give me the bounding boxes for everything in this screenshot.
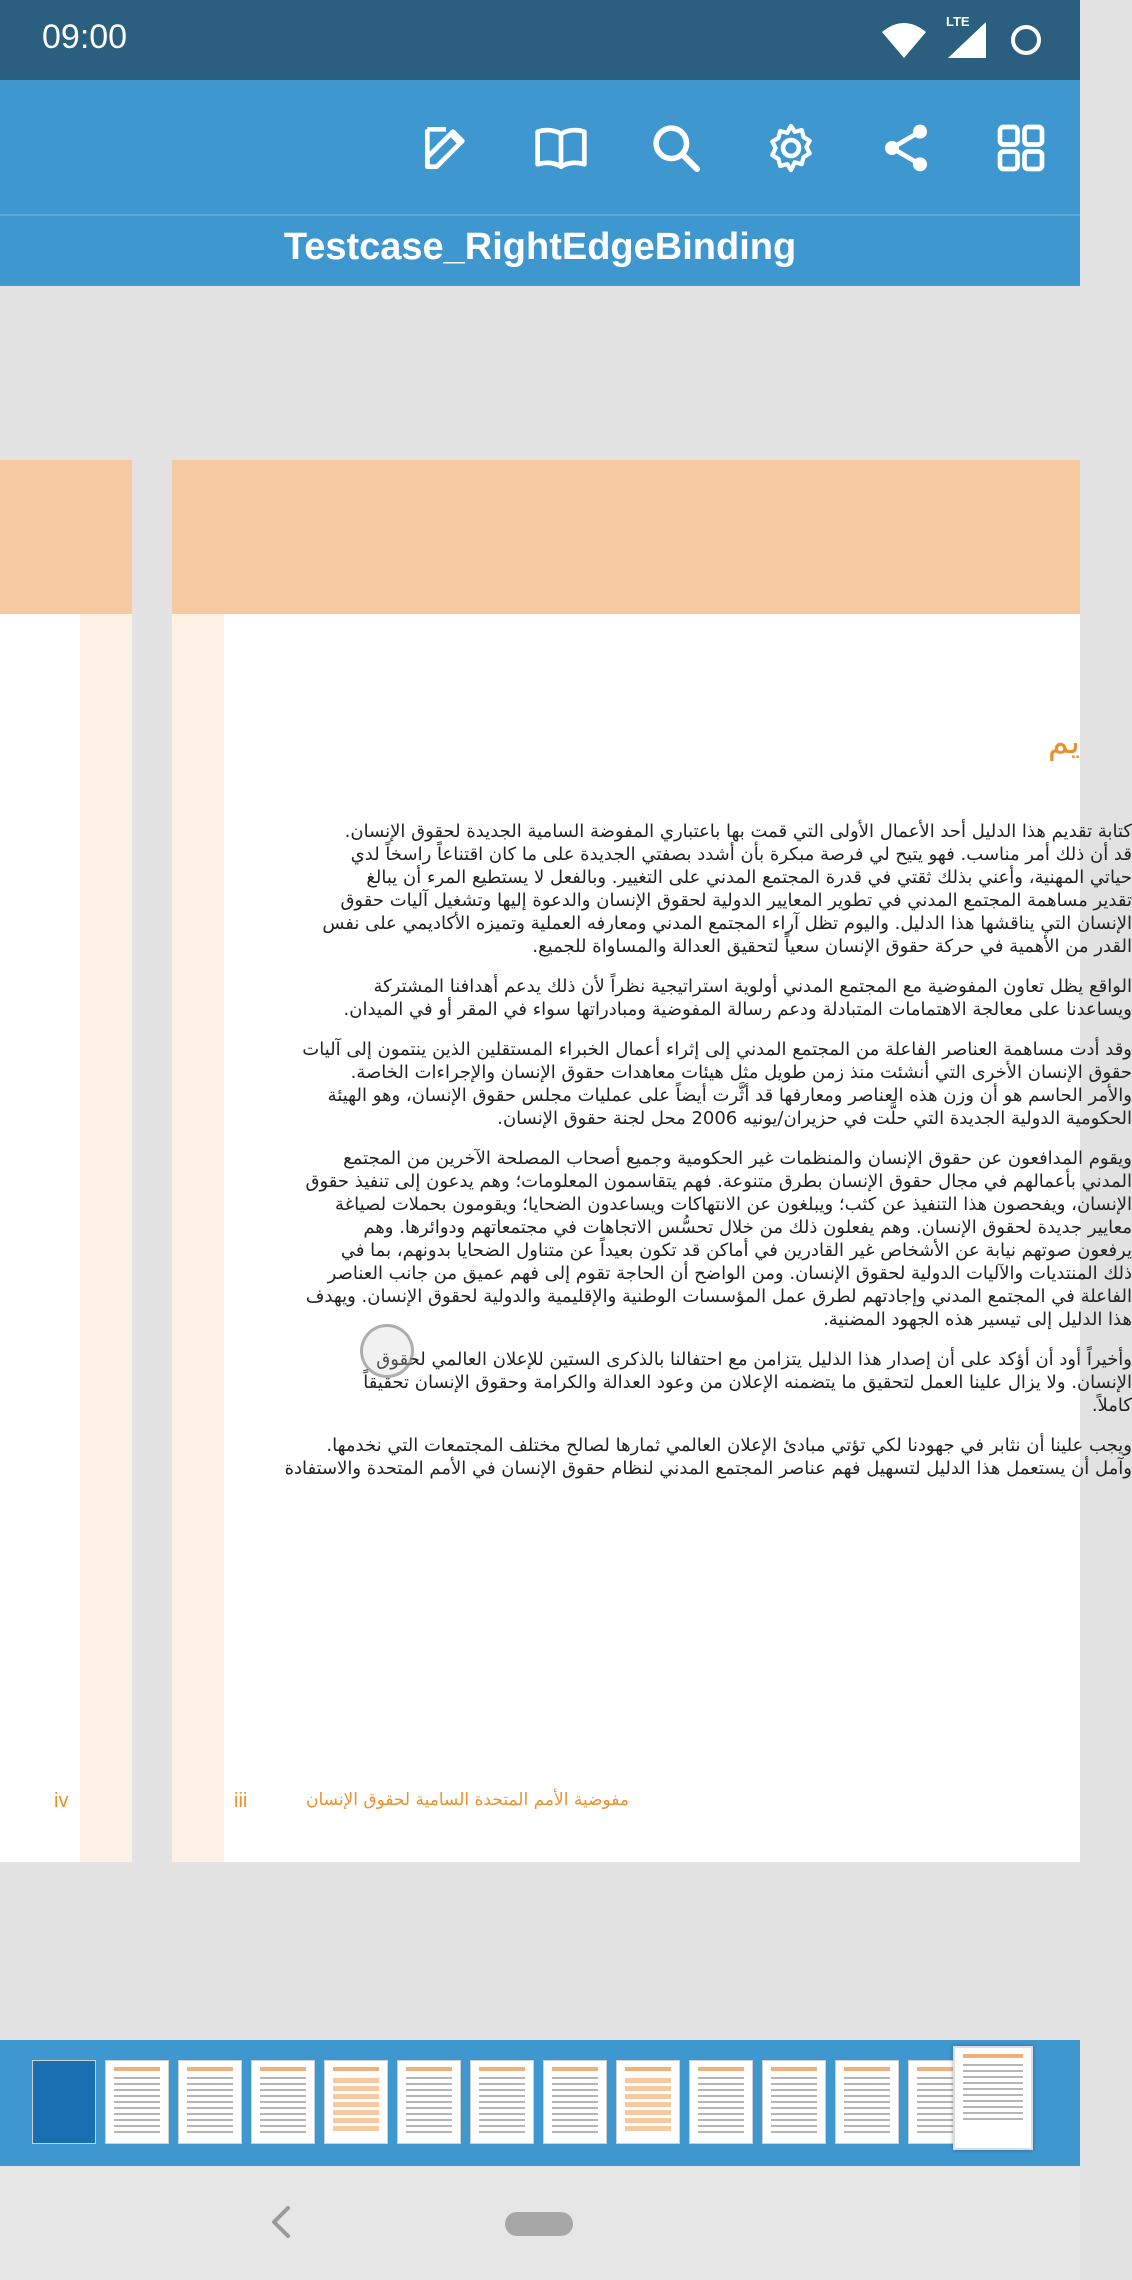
- body-line: ذلك المنتديات والآليات الدولية لحقوق الإنسان. ومن الواضح أن الحاجة تقوم إلى فهم عميق من جانب العناصر: [327, 1263, 1132, 1284]
- left-page-number: iv: [54, 1790, 69, 1812]
- body-line: تقدير مساهمة المجتمع المدني في تطوير المعايير الدولية لحقوق الإنسان والدعوة إليها وتشغيل آليات حقوق: [340, 890, 1132, 911]
- body-line: القدر من الأهمية في حركة حقوق الإنسان سعياً لتحقيق العدالة والمساواة للجميع.: [532, 936, 1132, 957]
- left-page[interactable]: [0, 460, 132, 1862]
- page-thumbnail[interactable]: [397, 2060, 461, 2144]
- page-thumbnail[interactable]: [251, 2060, 315, 2144]
- page-thumbnail-strip[interactable]: [0, 2040, 1080, 2166]
- page-thumbnail[interactable]: [105, 2060, 169, 2144]
- document-viewer[interactable]: [0, 286, 1132, 2040]
- status-bar: [0, 0, 1080, 80]
- body-paragraph: [302, 1147, 1132, 1331]
- page-thumbnail[interactable]: [32, 2060, 96, 2144]
- page-thumbnail[interactable]: [689, 2060, 753, 2144]
- body-paragraph: [302, 1038, 1132, 1130]
- body-line: معايير جديدة لحقوق الإنسان. وهم يفعلون ذلك من خلال تحسُّس الاتجاهات في مجتمعاتهم ودوائرها. وهم: [363, 1217, 1132, 1238]
- page-thumbnail[interactable]: [470, 2060, 534, 2144]
- settings-icon: [763, 120, 819, 176]
- body-line: الحكومية الدولية الجديدة التي حلَّت في حزيران/يونيه 2006 محل لجنة حقوق الإنسان.: [497, 1108, 1132, 1129]
- system-navigation-bar: [0, 2166, 1080, 2280]
- home-button[interactable]: [505, 2212, 573, 2236]
- body-line: كتابة تقديم هذا الدليل أحد الأعمال الأولى التي قمت بها باعتباري المفوضة السامية الجديدة لحقوق الإنسان.: [344, 821, 1132, 842]
- page-thumbnail[interactable]: [324, 2060, 388, 2144]
- network-label: LTE: [946, 14, 970, 29]
- body-line: المدني بأعمالهم في مجال حقوق الإنسان بطرق متنوعة. فهم يتقاسمون المعلومات؛ وهم يدعون إلى تنفيذ حقوق: [305, 1171, 1132, 1192]
- search-icon: [648, 120, 704, 176]
- grid-view-icon: [993, 120, 1049, 176]
- page-thumbnail[interactable]: [953, 2046, 1033, 2150]
- back-button[interactable]: [266, 2202, 294, 2246]
- right-page-margin-strip: [172, 614, 224, 1862]
- body-line: والأمر الحاسم هو أن وزن هذه العناصر ومعارفها قد أثَّرت أيضاً على عمليات مجلس حقوق الإنسان، وهو الهيئة: [327, 1085, 1132, 1106]
- body-line: ويساعدنا على معالجة الاهتمامات المتبادلة ودعم رسالة المفوضية ومبادراتها سواء في المقر أو في الميدان.: [343, 999, 1132, 1020]
- page-heading: يم: [1047, 722, 1080, 762]
- body-line: الإنسان، ويفحصون هذا التنفيذ عن كثب؛ ويبلغون عن الانتهاكات ويساعدون الضحايا؛ ويقومون بحملات لصياغة: [335, 1194, 1132, 1215]
- left-page-header-band: [0, 460, 132, 614]
- body-line: كاملاً.: [1091, 1395, 1132, 1416]
- share-button[interactable]: [874, 116, 938, 180]
- settings-button[interactable]: [759, 116, 823, 180]
- page-thumbnail[interactable]: [178, 2060, 242, 2144]
- page-thumbnail[interactable]: [543, 2060, 607, 2144]
- toolbar: [0, 80, 1080, 214]
- page-thumbnail[interactable]: [762, 2060, 826, 2144]
- body-line: وأخيراً أود أن أؤكد على أن إصدار هذا الدليل يتزامن مع احتفالنا بالذكرى الستين للإعلان العالمي لحقوق: [376, 1349, 1132, 1370]
- grid-view-button[interactable]: [989, 116, 1053, 180]
- body-line: ويجب علينا أن نثابر في جهودنا لكي تؤتي مبادئ الإعلان العالمي ثمارها لصالح مختلف المجتمعات التي نخدمها.: [326, 1435, 1132, 1456]
- page-thumbnail[interactable]: [616, 2060, 680, 2144]
- search-button[interactable]: [644, 116, 708, 180]
- body-line: الإنسان التي يناقشها هذا الدليل. واليوم تظل آراء المجتمع المدني ومعارفه العملية وتميزه الأكاديمي على نفس: [322, 913, 1132, 934]
- status-icons: [880, 14, 1044, 62]
- page-footer-organization: مفوضية الأمم المتحدة السامية لحقوق الإنسان: [306, 1790, 629, 1810]
- cell-signal-icon: [946, 14, 990, 60]
- wifi-icon: [880, 20, 928, 60]
- body-line: حياتي المهنية، وأعني بذلك ثقتي في قدرة المجتمع المدني على التغيير. وبالفعل لا يستطيع المرء أن يبالغ: [366, 867, 1132, 888]
- left-page-margin-strip: [80, 614, 132, 1862]
- body-paragraph: [302, 1348, 1132, 1417]
- edit-icon: [418, 120, 474, 176]
- document-title-bar: [0, 214, 1080, 286]
- body-line: حقوق الإنسان الأخرى التي أنشئت منذ زمن طويل مثل هيئات معاهدات حقوق الإنسان والإجراءات الخاصة.: [350, 1062, 1132, 1083]
- recording-icon: [1008, 22, 1044, 58]
- body-line: هذا الدليل إلى تيسير هذه الجهود المضنية.: [823, 1309, 1132, 1330]
- body-paragraph: [284, 1434, 1132, 1480]
- body-line: ويقوم المدافعون عن حقوق الإنسان والمنظمات غير الحكومية وجميع أصحاب المصلحة الآخرين من المجتمع: [343, 1148, 1132, 1169]
- reading-mode-button[interactable]: [529, 116, 593, 180]
- right-page-header-band: [172, 460, 1080, 614]
- reading-mode-icon: [533, 120, 589, 176]
- body-line: وآمل أن يستعمل هذا الدليل لتسهيل فهم عناصر المجتمع المدني لنظام حقوق الإنسان في الأمم المتحدة والاستفادة: [284, 1458, 1132, 1479]
- share-icon: [878, 120, 934, 176]
- page-thumbnail[interactable]: [835, 2060, 899, 2144]
- page-body-text: [284, 820, 1132, 1497]
- touch-indicator: [360, 1324, 414, 1378]
- right-page[interactable]: [172, 460, 1132, 1862]
- back-icon: [266, 2202, 294, 2242]
- body-line: الإنسان. ولا يزال علينا العمل لتحقيق ما يتضمنه الإعلان من وعود العدالة والكرامة وحقوق الإنسان تحقيقاً: [363, 1372, 1132, 1393]
- body-line: قد أن ذلك أمر مناسب. فهو يتيح لي فرصة مبكرة بأن أشدد بصفتي الجديدة على ما كان اقتناعاً راسخاً لدي: [350, 844, 1132, 865]
- body-line: وقد أدت مساهمة العناصر الفاعلة من المجتمع المدني إلى إثراء أعمال الخبراء المستقلين الذين ينتمون إلى آليات: [302, 1039, 1132, 1060]
- body-line: الفاعلة في المجتمع المدني وإجادتهم لطرق عمل المؤسسات الوطنية والإقليمية والدولية لحقوق الإنسان. ويهدف: [305, 1286, 1132, 1307]
- page-footer-number: iii: [234, 1790, 248, 1812]
- body-paragraph: [302, 975, 1132, 1021]
- status-time: 09:00: [42, 18, 128, 56]
- body-line: الواقع يظل تعاون المفوضية مع المجتمع المدني أولوية استراتيجية نظراً لأن ذلك يدعم أهدافنا المشتركة: [373, 976, 1132, 997]
- body-paragraph: [302, 820, 1132, 958]
- edit-button[interactable]: [414, 116, 478, 180]
- body-line: يرفعون صوتهم نيابة عن الأشخاص غير القادرين في أماكن قد تكون بعيداً عن متناول الضحايا بدونهم، بما في: [340, 1240, 1132, 1261]
- document-title: Testcase_RightEdgeBinding: [283, 226, 797, 268]
